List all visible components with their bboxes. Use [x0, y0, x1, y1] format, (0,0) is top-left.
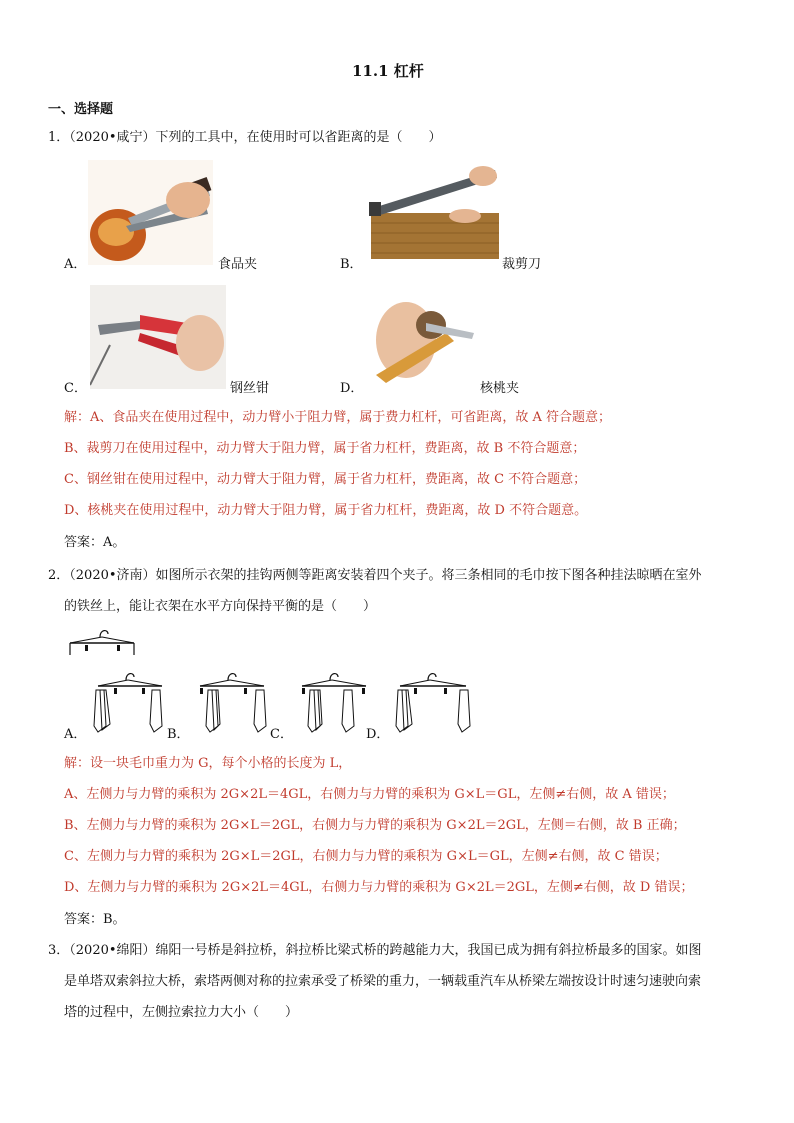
q2-option-d-letter: D． — [366, 727, 390, 742]
q2-option-b-letter: B． — [167, 727, 190, 742]
q1-solution-line-3: C、钢丝钳在使用过程中，动力臂大于阻力臂，属于省力杠杆，费距离，故 C 不符合题意； — [64, 472, 587, 487]
paper-cutter-photo — [365, 158, 500, 261]
q1-option-a-letter: A． — [64, 257, 87, 272]
q2-solution-line-4: C、左侧力与力臂的乘积为 2G×L＝2GL，右侧力与力臂的乘积为 G×L＝GL，左侧≠右侧，故 C 错误； — [64, 849, 668, 864]
q2-solution-line-3: B、左侧力与力臂的乘积为 2G×L＝2GL，右侧力与力臂的乘积为 G×2L＝2GL，左侧＝右侧，故 B 正确； — [64, 818, 686, 833]
q2-option-c-letter: C． — [270, 727, 293, 742]
hanger-option-a-figure — [92, 668, 167, 736]
q3-stem-line-2: 是单塔双索斜拉大桥，索塔两侧对称的拉索承受了桥梁的重力，一辆载重汽车从桥梁左端按设计时速匀速驶向索 — [64, 974, 702, 989]
q3-stem-line-1: 3．（2020•绵阳）绵阳一号桥是斜拉桥，斜拉桥比梁式桥的跨越能力大，我国已成为拥有斜拉桥最多的国家。如图 — [48, 943, 702, 958]
q1-solution-line-2: B、裁剪刀在使用过程中，动力臂大于阻力臂，属于省力杠杆，费距离，故 B 不符合题意； — [64, 441, 586, 456]
q2-stem-line-2: 的铁丝上，能让衣架在水平方向保持平衡的是（ ） — [64, 599, 377, 614]
q1-option-c-letter: C． — [64, 381, 87, 396]
q1-answer: 答案：A。 — [64, 535, 126, 550]
q2-answer: 答案：B。 — [64, 912, 126, 927]
q2-option-a-letter: A． — [64, 727, 87, 742]
q1-option-b-letter: B． — [340, 257, 363, 272]
q1-stem: 1．（2020•咸宁）下列的工具中，在使用时可以省距离的是（ ） — [48, 130, 442, 145]
hanger-option-c-figure — [296, 668, 371, 736]
wire-pliers-photo — [90, 285, 226, 389]
q1-option-a-label: 食品夹 — [218, 257, 258, 272]
q2-solution-line-2: A、左侧力与力臂的乘积为 2G×2L＝4GL，右侧力与力臂的乘积为 G×L＝GL，左侧≠右侧，故 A 错误； — [64, 787, 675, 802]
q2-solution-line-1: 解：设一块毛巾重力为 G，每个小格的长度为 L， — [64, 756, 352, 771]
hanger-option-d-figure — [394, 668, 474, 736]
q1-solution-line-1: 解：A、食品夹在使用过程中，动力臂小于阻力臂，属于费力杠杆，可省距离，故 A 符合题意； — [64, 410, 612, 425]
section-heading: 一、选择题 — [48, 102, 114, 117]
q1-solution-line-4: D、核桃夹在使用过程中，动力臂大于阻力臂，属于省力杠杆，费距离，故 D 不符合题意。 — [64, 503, 588, 518]
q1-option-d-label: 核桃夹 — [480, 381, 520, 396]
nutcracker-photo — [366, 285, 478, 385]
q1-option-d-letter: D． — [340, 381, 364, 396]
q1-option-c-label: 钢丝钳 — [230, 381, 270, 396]
q2-stem-line-1: 2．（2020•济南）如图所示衣架的挂钩两侧等距离安装着四个夹子。将三条相同的毛巾按下图各种挂法晾晒在室外 — [48, 568, 702, 583]
q2-solution-line-5: D、左侧力与力臂的乘积为 2G×2L＝4GL，右侧力与力臂的乘积为 G×2L＝2GL，左侧≠右侧，故 D 错误； — [64, 880, 694, 895]
hanger-option-b-figure — [194, 668, 269, 736]
q1-option-b-label: 裁剪刀 — [502, 257, 542, 272]
food-tongs-photo — [88, 160, 213, 265]
page-title: 11.1 杠杆 — [352, 62, 424, 80]
q3-stem-line-3: 塔的过程中，左侧拉索拉力大小（ ） — [64, 1005, 299, 1020]
hanger-reference-figure — [66, 625, 138, 659]
